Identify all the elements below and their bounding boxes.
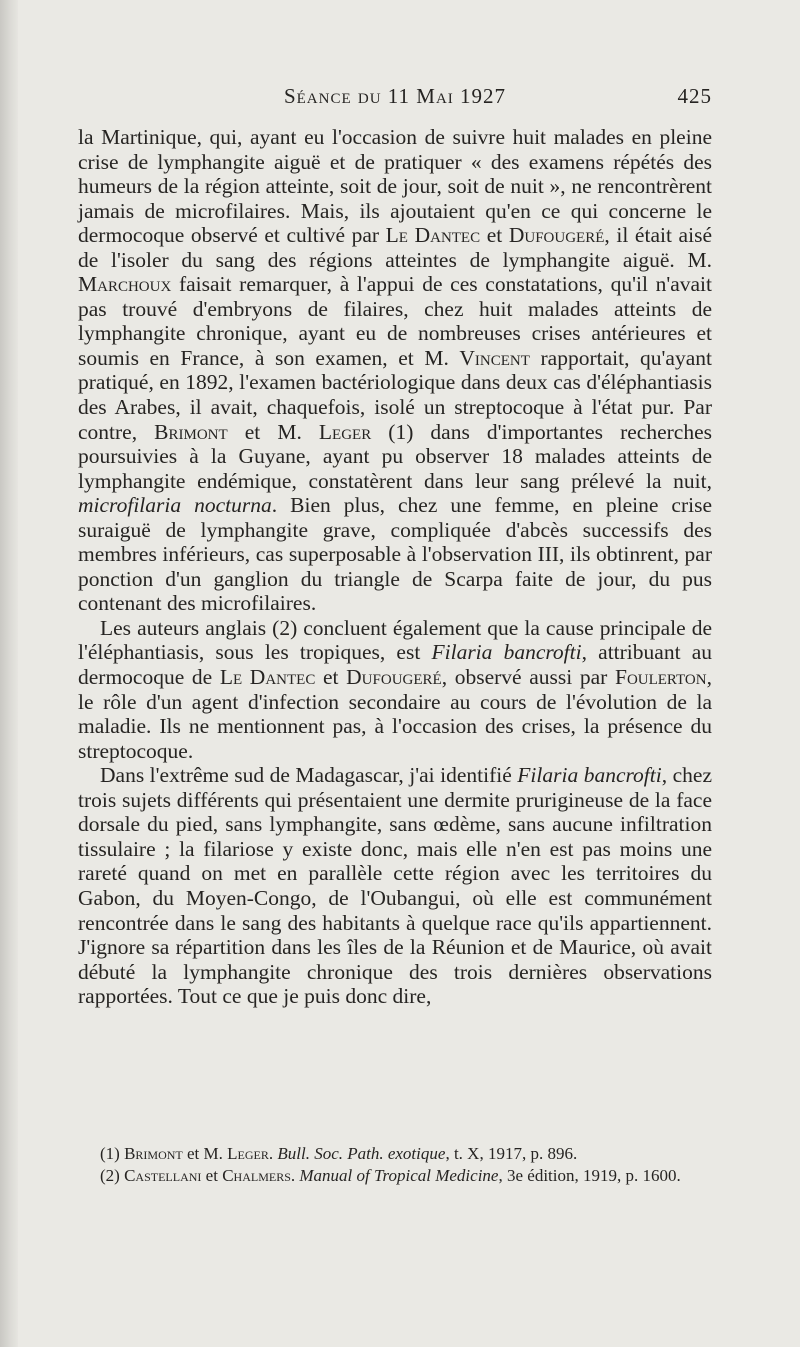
journal-title: Bull. Soc. Path. exotique [277,1144,446,1163]
paragraph: Dans l'extrême sud de Madagascar, j'ai identifié Filaria bancrofti, chez trois sujets différents qui présentaient une dermite prurigineuse de la face dorsale du pied, sans lymphangite, sans œdème, sans aucune infiltration tissulaire ; la filariose y existe donc, mais elle n'en est pas moins une rareté quand on met en parallèle cette région avec les territoires du Gabon, du Moyen-Congo, de l'Oubangui, où elle est communément rencontrée dans le sang des habitants à quelque race qu'ils appartiennent. J'ignore sa répartition dans les îles de la Réunion et de Maurice, où avait débuté la lymphangite chronique des trois dernières observations rapportées. Tout ce que je puis donc dire, [78,763,712,1009]
author-name: Leger [227,1144,269,1163]
footnote-2: (2) Castellani et Chalmers. Manual of Tropical Medicine, 3e édition, 1919, p. 1600. [100,1165,681,1185]
author-name: Brimont [124,1144,183,1163]
author-name: Dufougeré [508,223,605,248]
author-name: Dufougeré [346,665,442,690]
author-name: Castellani [124,1165,202,1185]
species-name: Filaria bancrofti [431,640,582,665]
paragraph: la Martinique, qui, ayant eu l'occasion de suivre huit malades en pleine crise de lymphangite aiguë et de pratiquer « des examens répétés des humeurs de la région atteinte, soit de jour, soit de nuit », ne rencontrèrent jamais de microfilaires. Mais, ils ajoutaient qu'en ce qui concerne le dermocoque observé et cultivé par Le Dantec et Dufougeré, il était aisé de l'isoler du sang des régions atteintes de lymphangite aiguë. M. Marchoux faisait remarquer, à l'appui de ces constatations, qu'il n'avait pas trouvé d'embryons de filaires, chez huit malades atteints de lymphangite chronique, ayant eu de nombreuses crises antérieures et soumis en France, à son examen, et M. Vincent rapportait, qu'ayant pratiqué, en 1892, l'examen bactériologique dans deux cas d'éléphantiasis des Arabes, il avait, chaquefois, isolé un streptocoque à l'état pur. Par contre, Brimont et M. Leger (1) dans d'importantes recherches poursuivies à la Guyane, ayant pu observer 18 malades atteints de lymphangite endémique, constatèrent dans leur sang prélevé la nuit, microfilaria nocturna. Bien plus, chez une femme, en pleine crise suraiguë de lymphangite grave, compliquée d'abcès successifs des membres inférieurs, cas superposable à l'observation III, ils obtinrent, par ponction d'un ganglion du triangle de Scarpa faite de jour, du pus contenant des microfilaires. [78,125,713,616]
author-name: Vincent [459,345,530,370]
running-title: Séance du 11 Mai 1927 [283,84,507,108]
author-name: Le Dantec [219,665,316,690]
footnote-1: (1) Brimont et M. Leger. Bull. Soc. Path. exotique, t. X, 1917, p. 896. [100,1144,578,1163]
author-name: Foulerton [614,665,707,690]
author-name: Brimont [154,419,228,444]
paragraph: Les auteurs anglais (2) concluent également que la cause principale de l'éléphantiasis, sous les tropiques, est Filaria bancrofti, attribuant au dermocoque de Le Dantec et Dufougeré, observé aussi par Foulerton, le rôle d'un agent d'infection secondaire au cours de l'évolution de la maladie. Ils ne mentionnent pas, à l'occasion des crises, la présence du streptocoque. [78,615,712,763]
page-number: 425 [677,84,712,108]
book-title: Manual of Tropical Medicine [299,1165,499,1185]
running-header [78,84,712,114]
main-text [78,125,712,1009]
footnotes [78,1143,712,1186]
species-name: Filaria bancrofti [517,763,662,788]
author-name: Leger [318,419,372,444]
author-name: Chalmers [222,1165,291,1185]
page-gutter-shadow [0,0,18,1347]
species-name: microfilaria nocturna [78,493,272,518]
author-name: Le Dantec [385,223,481,248]
author-name: Marchoux [78,272,172,297]
